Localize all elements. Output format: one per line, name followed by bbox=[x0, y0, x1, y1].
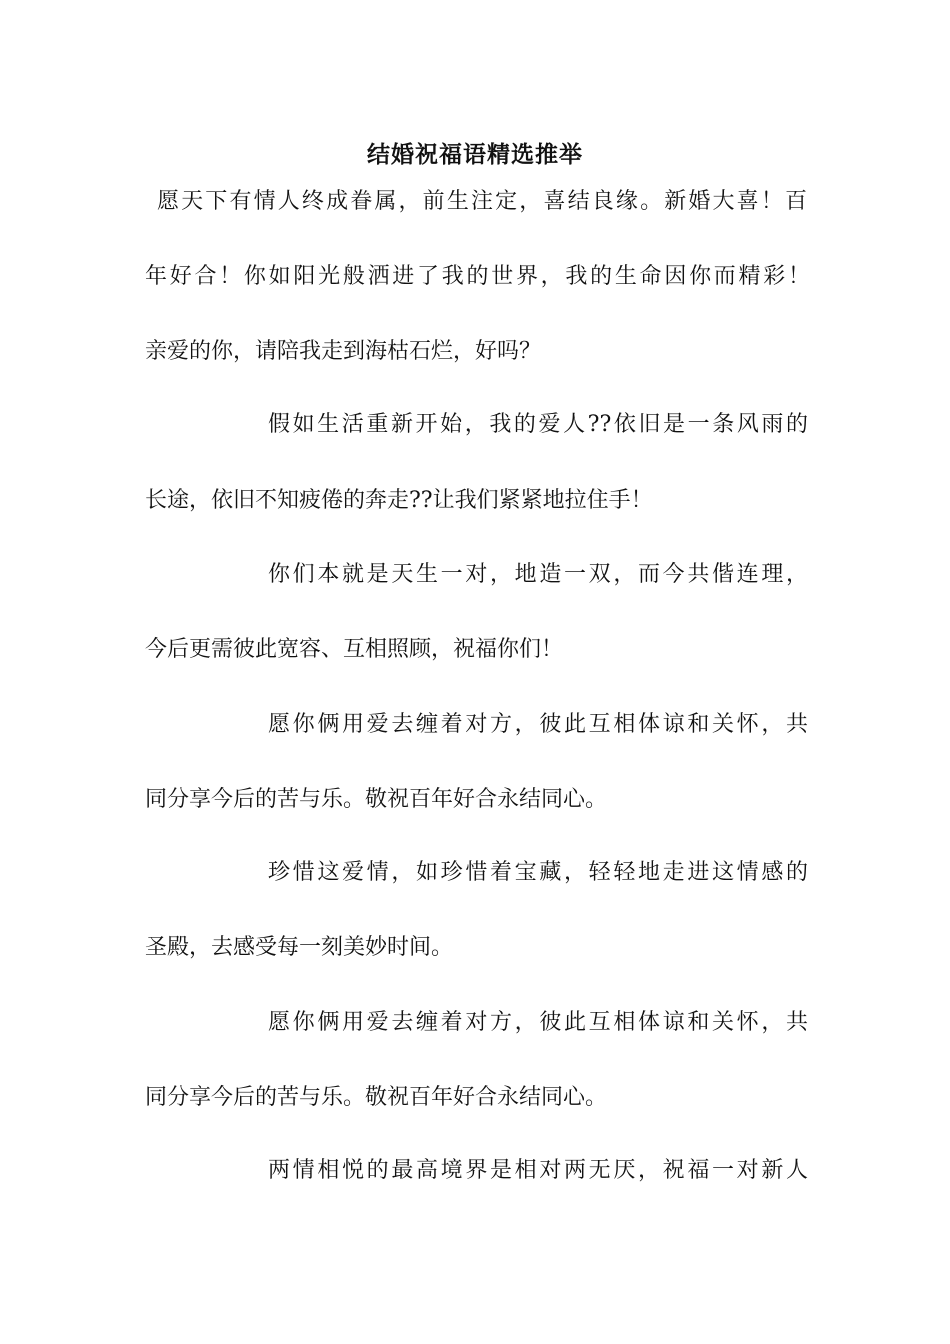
text-line: 圣殿，去感受每一刻美妙时间。 bbox=[145, 935, 454, 960]
document-title: 结婚祝福语精选推举 bbox=[367, 141, 583, 168]
text-line: 亲爱的你，请陪我走到海枯石烂，好吗？ bbox=[145, 339, 542, 364]
text-line: 今后更需彼此宽容、互相照顾，祝福你们！ bbox=[145, 637, 564, 662]
text-line: 珍惜这爱情，如珍惜着宝藏，轻轻地走进这情感的 bbox=[268, 860, 808, 885]
text-line: 同分享今后的苦与乐。敬祝百年好合永结同心。 bbox=[145, 1085, 608, 1110]
text-line: 愿你俩用爱去缠着对方，彼此互相体谅和关怀，共 bbox=[268, 1010, 808, 1035]
text-line: 你们本就是天生一对，地造一双，而今共偕连理， bbox=[268, 562, 808, 587]
text-line: 同分享今后的苦与乐。敬祝百年好合永结同心。 bbox=[145, 787, 608, 812]
text-line: 年好合！你如阳光般洒进了我的世界，我的生命因你而精彩！ bbox=[145, 264, 810, 289]
text-line: 长途，依旧不知疲倦的奔走??让我们紧紧地拉住手！ bbox=[145, 488, 653, 513]
text-line: 两情相悦的最高境界是相对两无厌，祝福一对新人 bbox=[268, 1158, 808, 1183]
text-line: 愿天下有情人终成眷属，前生注定，喜结良缘。新婚大喜！百 bbox=[157, 189, 807, 214]
text-line: 假如生活重新开始，我的爱人??依旧是一条风雨的 bbox=[268, 412, 808, 437]
text-line: 愿你俩用爱去缠着对方，彼此互相体谅和关怀，共 bbox=[268, 712, 808, 737]
